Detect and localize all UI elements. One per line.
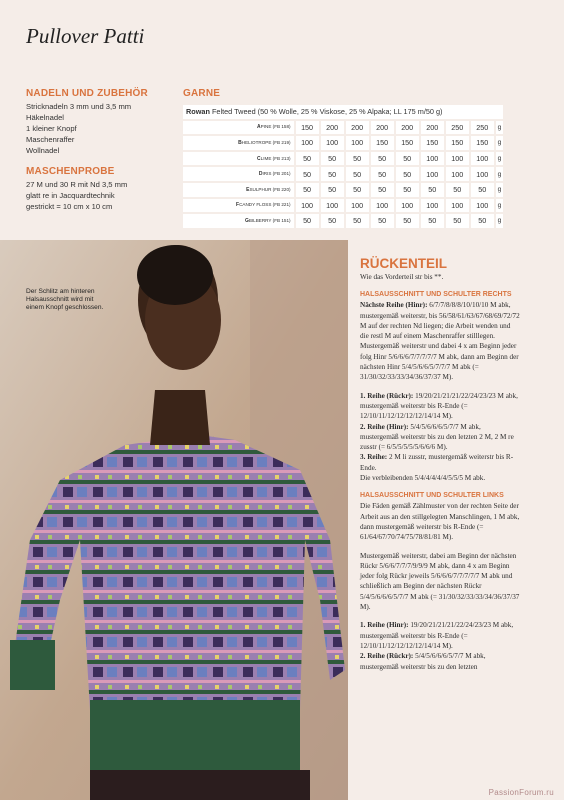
yarn-color-name xyxy=(183,152,294,166)
yarn-unit-cell: g xyxy=(496,214,503,228)
nadeln-line: Häkelnadel xyxy=(26,113,64,122)
yarn-amount-cell: 50 xyxy=(346,183,369,197)
sweater-photo-illustration xyxy=(0,240,348,800)
yarn-amount-cell: 100 xyxy=(471,199,494,213)
yarn-row xyxy=(183,214,503,228)
rechts-heading: HALSAUSSCHNITT UND SCHULTER RECHTS xyxy=(360,291,512,299)
yarn-amount-cell: 150 xyxy=(396,136,419,150)
yarn-amount-cell: 250 xyxy=(446,121,469,135)
maschenprobe-heading: MASCHENPROBE xyxy=(26,166,115,177)
left-row1-paragraph xyxy=(360,620,520,651)
yarn-amount-cell: 100 xyxy=(421,152,444,166)
yarn-amount-cell: 200 xyxy=(346,121,369,135)
yarn-row xyxy=(183,152,503,166)
yarn-color-name xyxy=(183,183,294,197)
yarn-table xyxy=(181,103,505,230)
yarn-amount-cell: 150 xyxy=(296,121,319,135)
rechts-paragraph xyxy=(360,300,520,382)
yarn-unit-cell: g xyxy=(496,121,503,135)
yarn-amount-cell: 50 xyxy=(471,214,494,228)
left-row2-paragraph xyxy=(360,651,520,672)
yarn-unit-cell: g xyxy=(496,152,503,166)
row1-paragraph xyxy=(360,391,520,422)
yarn-amount-cell: 50 xyxy=(371,183,394,197)
nadeln-heading: NADELN UND ZUBEHÖR xyxy=(26,88,148,99)
left-row2-label: 2. Reihe (Rückr): xyxy=(360,652,414,661)
yarn-amount-cell: 100 xyxy=(421,167,444,181)
materials-column xyxy=(26,88,166,212)
row3-label: 3. Reihe: xyxy=(360,453,388,462)
row1-text: 19/20/21/21/21/22/24/23/23 M abk, mustergemäß weiterstr bis R-Ende (= 12/10/11/12/12/12/12/14/14 M). xyxy=(360,391,518,421)
yarn-amount-cell: 50 xyxy=(371,167,394,181)
yarn-row xyxy=(183,183,503,197)
yarn-amount-cell: 50 xyxy=(421,214,444,228)
yarn-amount-cell: 100 xyxy=(346,136,369,150)
yarn-row xyxy=(183,136,503,150)
instructions-column xyxy=(360,256,520,672)
yarn-amount-cell: 200 xyxy=(421,121,444,135)
yarn-unit-cell: g xyxy=(496,199,503,213)
photo-caption: Der Schlitz am hinteren Halsausschnitt wird mit einem Knopf geschlossen. xyxy=(26,288,104,312)
links-paragraph: Die Fäden gemäß Zählmuster von der rechten Seite der Arbeit aus an den stillgelegten Manschlingen, 1 M abk, dann mustergemäß weiterstr bis R-Ende (= 61/64/67/70/74/75/78/81/81 M). xyxy=(360,502,520,542)
yarn-amount-cell: 100 xyxy=(321,199,344,213)
yarn-amount-cell: 50 xyxy=(346,214,369,228)
yarn-color-label: CANDY FLOSS (FB 221) xyxy=(239,202,291,208)
yarn-amount-cell: 100 xyxy=(446,152,469,166)
yarn-amount-cell: 50 xyxy=(296,214,319,228)
yarn-amount-cell: 50 xyxy=(446,183,469,197)
yarn-color-label: HELIOTROPE (FB 219) xyxy=(241,139,291,145)
yarn-color-letter: C xyxy=(257,155,261,162)
yarn-table-header xyxy=(183,105,503,119)
yarn-amount-cell: 100 xyxy=(296,199,319,213)
yarn-amount-cell: 50 xyxy=(396,152,419,166)
yarn-amount-cell: 50 xyxy=(396,183,419,197)
yarn-amount-cell: 50 xyxy=(396,214,419,228)
yarn-row xyxy=(183,167,503,181)
yarn-amount-cell: 50 xyxy=(371,152,394,166)
yarn-amount-cell: 100 xyxy=(296,136,319,150)
yarn-amount-cell: 100 xyxy=(346,199,369,213)
rechts-label: Nächste Reihe (Hinr): xyxy=(360,301,428,310)
nadeln-line: 1 kleiner Knopf xyxy=(26,124,77,133)
yarn-amount-cell: 50 xyxy=(421,183,444,197)
yarn-amount-cell: 200 xyxy=(321,121,344,135)
yarn-amount-cell: 200 xyxy=(371,121,394,135)
links-heading: HALSAUSSCHNITT UND SCHULTER LINKS xyxy=(360,492,504,500)
yarn-amount-cell: 50 xyxy=(446,214,469,228)
yarn-color-letter: A xyxy=(257,124,261,131)
yarn-color-name xyxy=(183,136,294,150)
yarn-amount-cell: 50 xyxy=(296,167,319,181)
model-photo xyxy=(0,240,348,800)
yarn-amount-cell: 100 xyxy=(446,199,469,213)
yarn-amount-cell: 50 xyxy=(321,183,344,197)
yarn-row xyxy=(183,199,503,213)
page-title: Pullover Patti xyxy=(26,24,145,48)
row3-paragraph xyxy=(360,452,520,473)
yarn-color-letter: B xyxy=(238,139,242,146)
row1-label: 1. Reihe (Rückr): xyxy=(360,391,414,400)
yarn-amount-cell: 50 xyxy=(321,167,344,181)
yarn-amount-cell: 50 xyxy=(346,152,369,166)
yarn-amount-cell: 50 xyxy=(296,183,319,197)
row2-text: 5/4/5/6/6/6/5/7/7 M abk, mustergemäß weiterstr bis zu den letzten 2 M, 2 M re zusstr (= 6/5/5/5/5/5/6/6/6 M). xyxy=(360,422,514,452)
maschenprobe-line: 27 M und 30 R mit Nd 3,5 mm xyxy=(26,180,128,189)
yarn-unit-cell: g xyxy=(496,183,503,197)
yarn-amount-cell: 250 xyxy=(471,121,494,135)
yarn-amount-cell: 100 xyxy=(471,152,494,166)
maschenprobe-line: gestrickt = 10 cm x 10 cm xyxy=(26,202,113,211)
yarn-color-name xyxy=(183,167,294,181)
yarn-amount-cell: 50 xyxy=(371,214,394,228)
yarn-amount-cell: 100 xyxy=(446,167,469,181)
row3-rest: Die verbleibenden 5/4/4/4/4/4/5/5/5 M abk. xyxy=(360,474,486,483)
yarn-color-name xyxy=(183,199,294,213)
yarn-amount-cell: 100 xyxy=(371,199,394,213)
rechts-text: 6/7/7/8/8/8/10/10/10 M abk, mustergemäß weiterstr, bis 56/58/61/63/67/68/69/72/72 M auf der rechten Nd liegen; die Arbeit wenden und die restl M auf einem Maschenraffer stilllegen. Mustergemäß weiterstr und dabei 4 x am Beginn jeder folg Hinr 5/6/6/6/7/7/7/7/7 M abk, dann am Beginn der nächsten Hinr 5/4/5/6/6/5/7/7/7 M abk (= 31/30/32/33/33/34/36/37/37 M). xyxy=(360,301,520,382)
links-paragraph-2: Mustergemäß weiterstr, dabei am Beginn der nächsten Rückr 5/6/6/7/7/7/9/9/9 M abk, dann 4 x am Beginn jeder folg Rückr jeweils 5/6/6/6/7/7/7/7/7 M abk und schließlich am Beginn der nächsten Rückr 5/4/5/6/6/6/5/7/7 M abk (= 31/30/32/33/33/34/36/37/37 M). xyxy=(360,551,520,612)
yarn-amount-cell: 100 xyxy=(421,199,444,213)
garne-heading: GARNE xyxy=(183,88,221,99)
yarn-amount-cell: 200 xyxy=(396,121,419,135)
row3-text: 2 M li zusstr, mustergemäß weiterstr bis R-Ende. xyxy=(360,453,514,472)
yarn-amount-cell: 50 xyxy=(471,183,494,197)
yarn-color-name xyxy=(183,214,294,228)
yarn-amount-cell: 100 xyxy=(396,199,419,213)
yarn-amount-cell: 150 xyxy=(446,136,469,150)
left-row1-label: 1. Reihe (Hinr): xyxy=(360,621,409,630)
yarn-unit-cell: g xyxy=(496,136,503,150)
rueckenteil-heading: RÜCKENTEIL xyxy=(360,256,447,271)
yarn-color-letter: E xyxy=(246,186,250,193)
yarn-color-label: PINE (FB 158) xyxy=(260,124,291,130)
yarn-amount-cell: 150 xyxy=(471,136,494,150)
yarn-color-label: LIME (FB 213) xyxy=(260,155,291,161)
row2-label: 2. Reihe (Hinr): xyxy=(360,422,409,431)
rueckenteil-intro: Wie das Vorderteil str bis **. xyxy=(360,273,444,281)
row2-paragraph xyxy=(360,422,520,453)
yarn-color-letter: G xyxy=(244,217,249,224)
yarn-color-name xyxy=(183,121,294,135)
nadeln-line: Stricknadeln 3 mm und 3,5 mm xyxy=(26,102,132,111)
yarn-color-label: SULPHUR (FB 220) xyxy=(249,186,291,192)
yarn-amount-cell: 50 xyxy=(321,152,344,166)
yarn-amount-cell: 50 xyxy=(346,167,369,181)
yarn-color-letter: D xyxy=(258,171,263,178)
nadeln-line: Wollnadel xyxy=(26,146,60,155)
yarn-header-cell xyxy=(183,105,503,119)
yarn-unit-cell: g xyxy=(496,167,503,181)
yarn-amount-cell: 100 xyxy=(471,167,494,181)
yarn-description: Felted Tweed (50 % Wolle, 25 % Viskose, 25 % Alpaka; LL 175 m/50 g) xyxy=(209,107,443,117)
watermark: PassionForum.ru xyxy=(488,788,554,797)
yarn-amount-cell: 150 xyxy=(421,136,444,150)
maschenprobe-line: glatt re in Jacquardtechnik xyxy=(26,191,115,200)
yarn-color-label: BILBERRY (FB 151) xyxy=(248,217,291,223)
left-row1-text: 19/20/21/21/21/22/24/23/23 M abk, mustergemäß weiterstr bis R-Ende (= 12/10/11/12/12/12/12/14/14 M). xyxy=(360,621,514,650)
nadeln-line: Maschenraffer xyxy=(26,135,75,144)
yarn-brand: Rowan xyxy=(186,107,210,117)
yarn-amount-cell: 50 xyxy=(296,152,319,166)
yarn-amount-cell: 50 xyxy=(396,167,419,181)
left-row2-text: 5/4/5/6/6/6/5/7/7 M abk, mustergemäß weiterstr bis zu den letzten xyxy=(360,652,486,671)
yarn-row xyxy=(183,121,503,135)
yarn-amount-cell: 50 xyxy=(321,214,344,228)
yarn-color-label: IRIS (FB 201) xyxy=(262,171,291,177)
yarn-amount-cell: 150 xyxy=(371,136,394,150)
yarn-amount-cell: 100 xyxy=(321,136,344,150)
yarn-color-letter: F xyxy=(236,202,240,209)
